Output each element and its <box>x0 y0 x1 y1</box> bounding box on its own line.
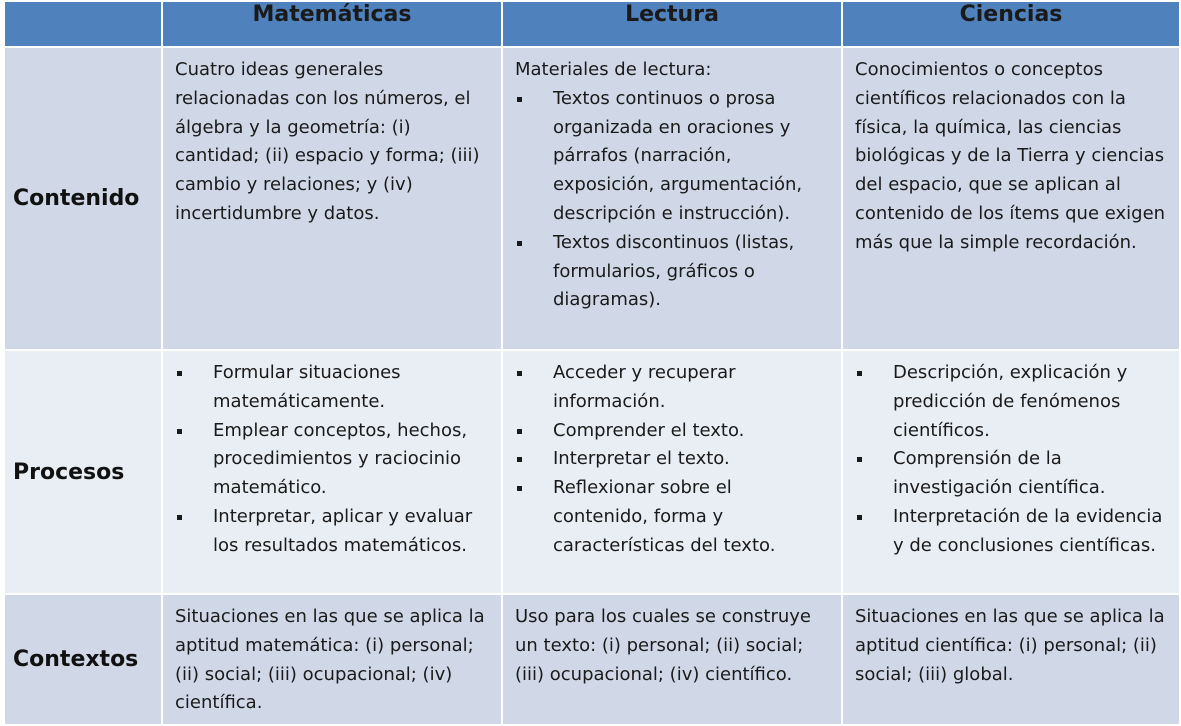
row-label-procesos: Procesos <box>4 350 162 594</box>
bullet-square-icon <box>857 457 862 462</box>
list-item <box>515 474 831 560</box>
list-item-text: Emplear conceptos, hechos, procedimientos y raciocinio matemático. <box>213 419 468 499</box>
bullet-square-icon <box>517 486 522 491</box>
list-item <box>515 85 831 229</box>
cell-procesos-ciencias <box>842 350 1180 594</box>
list-item <box>175 359 491 417</box>
list-item-text: Formular situaciones matemáticamente. <box>213 362 401 412</box>
list-item <box>515 359 831 417</box>
bullet-square-icon <box>177 371 182 376</box>
contenido-lectura-intro: Materiales de lectura: <box>515 59 712 80</box>
list-item <box>515 417 831 446</box>
bullet-square-icon <box>177 515 182 520</box>
cell-contenido-ciencias <box>842 47 1180 350</box>
header-matematicas: Matemáticas <box>162 1 502 47</box>
cell-contextos-lectura <box>502 594 842 725</box>
list-item <box>515 445 831 474</box>
contextos-matematicas-text: Situaciones en las que se aplica la aptitud matemática: (i) personal; (ii) social; (iii) ocupacional; (iv) científica. <box>175 606 485 714</box>
procesos-lectura-list <box>515 359 831 561</box>
list-item <box>515 229 831 315</box>
list-item-text: Interpretar el texto. <box>553 448 730 470</box>
header-ciencias: Ciencias <box>842 1 1180 47</box>
row-contextos <box>4 594 1180 725</box>
comparison-table <box>3 0 1181 726</box>
row-contenido <box>4 47 1180 350</box>
cell-contenido-matematicas <box>162 47 502 350</box>
contenido-ciencias-text: Conocimientos o conceptos científicos relacionados con la física, la química, las ciencias biológicas y de la Tierra y ciencias del espacio, que se aplican al contenido de los ítems que exigen más que la simple recordación. <box>855 59 1166 253</box>
row-procesos <box>4 350 1180 594</box>
contextos-lectura-text: Uso para los cuales se construye un texto: (i) personal; (ii) social; (iii) ocupacional; (iv) científico. <box>515 606 811 685</box>
header-corner <box>4 1 162 47</box>
bullet-square-icon <box>517 97 522 102</box>
procesos-ciencias-list <box>855 359 1169 561</box>
cell-contextos-matematicas <box>162 594 502 725</box>
list-item-text: Textos discontinuos (listas, formularios, gráficos o diagramas). <box>553 231 795 311</box>
bullet-square-icon <box>517 429 522 434</box>
contenido-lectura-list <box>515 85 831 315</box>
list-item <box>175 503 491 561</box>
contenido-matematicas-text: Cuatro ideas generales relacionadas con los números, el álgebra y la geometría: (i) cantidad; (ii) espacio y forma; (iii) cambio y relaciones; y (iv) incertidumbre y datos. <box>175 59 480 224</box>
cell-contenido-lectura <box>502 47 842 350</box>
bullet-square-icon <box>857 371 862 376</box>
bullet-square-icon <box>517 371 522 376</box>
header-row <box>4 1 1180 47</box>
cell-contextos-ciencias <box>842 594 1180 725</box>
list-item-text: Textos continuos o prosa organizada en oraciones y párrafos (narración, exposición, argumentación, descripción e instrucción). <box>553 87 803 224</box>
list-item-text: Comprender el texto. <box>553 419 745 441</box>
contextos-ciencias-text: Situaciones en las que se aplica la aptitud científica: (i) personal; (ii) social; (iii) global. <box>855 606 1165 685</box>
bullet-square-icon <box>517 241 522 246</box>
list-item <box>175 417 491 503</box>
list-item <box>855 445 1169 503</box>
list-item <box>855 359 1169 445</box>
list-item-text: Reflexionar sobre el contenido, forma y características del texto. <box>553 477 776 556</box>
list-item-text: Comprensión de la investigación científica. <box>893 448 1106 499</box>
header-lectura: Lectura <box>502 1 842 47</box>
bullet-square-icon <box>857 515 862 520</box>
list-item-text: Interpretación de la evidencia y de conclusiones científicas. <box>893 505 1163 556</box>
bullet-square-icon <box>177 429 182 434</box>
bullet-square-icon <box>517 457 522 462</box>
procesos-matematicas-list <box>175 359 491 561</box>
cell-procesos-lectura <box>502 350 842 594</box>
row-label-contextos: Contextos <box>4 594 162 725</box>
row-label-contenido: Contenido <box>4 47 162 350</box>
list-item-text: Interpretar, aplicar y evaluar los resultados matemáticos. <box>213 505 473 556</box>
list-item-text: Descripción, explicación y predicción de fenómenos científicos. <box>893 362 1128 441</box>
list-item-text: Acceder y recuperar información. <box>553 362 736 412</box>
cell-procesos-matematicas <box>162 350 502 594</box>
list-item <box>855 503 1169 561</box>
